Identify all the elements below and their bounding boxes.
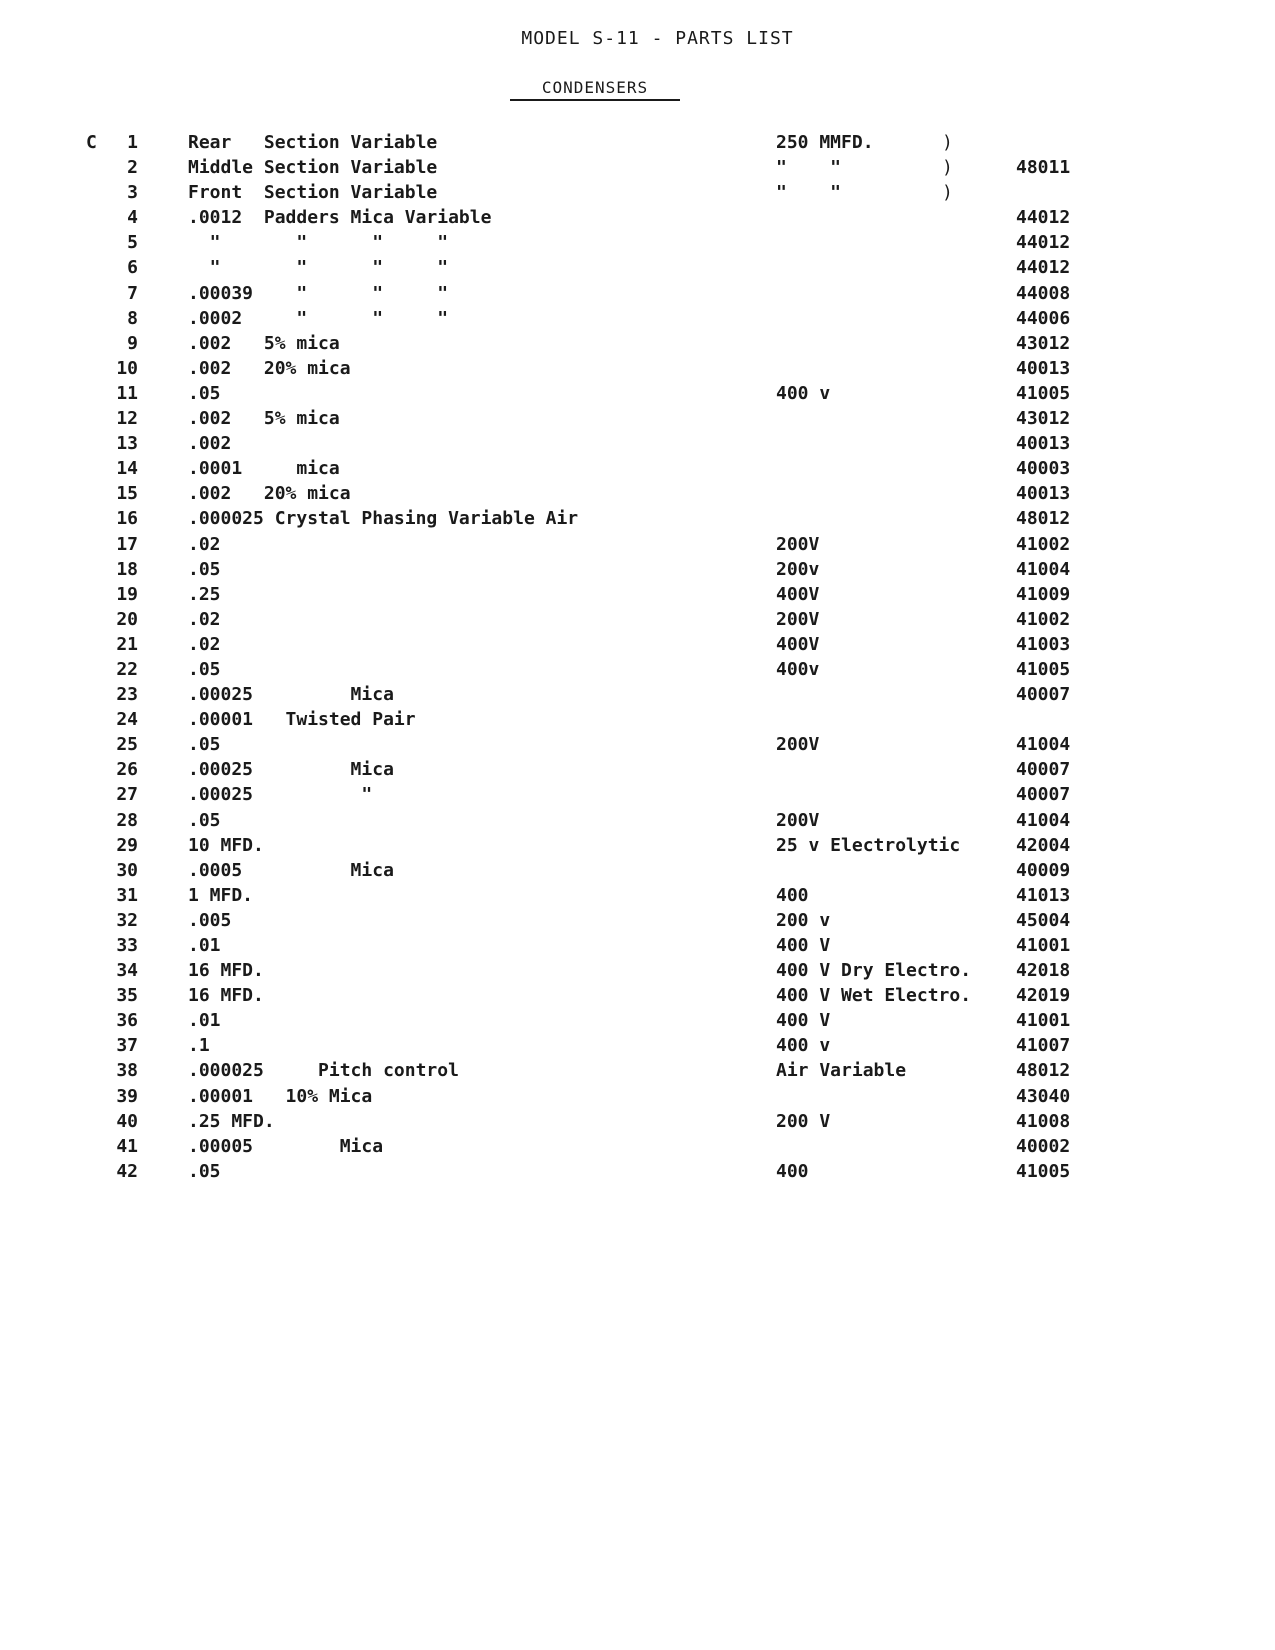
item-description: 10 MFD. bbox=[188, 834, 264, 856]
item-description: .00025 Mica bbox=[188, 759, 394, 781]
item-number: 11 bbox=[116, 382, 138, 404]
item-rating: 200 V bbox=[776, 1110, 831, 1132]
part-number: 41001 bbox=[1016, 1010, 1071, 1032]
item-rating: 200V bbox=[776, 809, 820, 831]
part-number: 41004 bbox=[1016, 809, 1071, 831]
item-number: 17 bbox=[116, 533, 138, 555]
item-number: 6 bbox=[127, 257, 138, 279]
item-number: 40 bbox=[116, 1110, 138, 1132]
table-row bbox=[0, 155, 1275, 180]
table-row bbox=[0, 481, 1275, 506]
table-row bbox=[0, 180, 1275, 205]
item-rating: 400 bbox=[776, 1160, 809, 1182]
part-number: 41009 bbox=[1016, 583, 1071, 605]
item-description: " " " " bbox=[188, 232, 449, 254]
item-number: 30 bbox=[116, 859, 138, 881]
item-description: .00001 10% Mica bbox=[188, 1085, 373, 1107]
item-description: .0012 Padders Mica Variable bbox=[188, 207, 492, 229]
part-number: 41005 bbox=[1016, 658, 1071, 680]
item-description: .002 5% mica bbox=[188, 408, 340, 430]
item-rating: 200V bbox=[776, 608, 820, 630]
item-description: .002 20% mica bbox=[188, 483, 351, 505]
table-row bbox=[0, 632, 1275, 657]
item-description: .002 5% mica bbox=[188, 332, 340, 354]
part-number: 42004 bbox=[1016, 834, 1071, 856]
grouping-bracket: ) bbox=[942, 132, 953, 153]
table-row bbox=[0, 682, 1275, 707]
part-number: 44006 bbox=[1016, 307, 1071, 329]
part-number: 48012 bbox=[1016, 508, 1071, 530]
parts-table bbox=[0, 130, 1275, 1184]
grouping-bracket: ) bbox=[942, 157, 953, 179]
item-description: .0002 " " " bbox=[188, 307, 449, 329]
item-number: 36 bbox=[116, 1010, 138, 1032]
page-title: MODEL S-11 - PARTS LIST bbox=[521, 28, 794, 49]
part-number: 41001 bbox=[1016, 935, 1071, 956]
grouping-bracket: ) bbox=[942, 182, 953, 204]
table-row bbox=[0, 782, 1275, 807]
part-number: 41008 bbox=[1016, 1110, 1071, 1132]
table-row bbox=[0, 958, 1275, 983]
item-description: .000025 Pitch control bbox=[188, 1060, 459, 1082]
item-number: 38 bbox=[116, 1060, 138, 1082]
table-row bbox=[0, 1084, 1275, 1109]
item-description: Middle Section Variable bbox=[188, 157, 438, 179]
item-number: 16 bbox=[116, 508, 138, 530]
table-row bbox=[0, 582, 1275, 607]
part-number: 40007 bbox=[1016, 759, 1071, 781]
item-rating: 400 bbox=[776, 884, 809, 906]
designator-prefix: C bbox=[86, 132, 97, 153]
part-number: 41004 bbox=[1016, 734, 1071, 756]
table-row bbox=[0, 757, 1275, 782]
item-rating: 200V bbox=[776, 734, 820, 756]
part-number: 40013 bbox=[1016, 433, 1071, 455]
item-number: 25 bbox=[116, 734, 138, 756]
item-rating: 400v bbox=[776, 658, 820, 680]
part-number: 43012 bbox=[1016, 332, 1071, 354]
part-number: 42018 bbox=[1016, 960, 1071, 982]
item-number: 9 bbox=[127, 332, 138, 354]
part-number: 44012 bbox=[1016, 232, 1071, 254]
table-row bbox=[0, 431, 1275, 456]
item-description: .05 bbox=[188, 809, 221, 831]
item-number: 29 bbox=[116, 834, 138, 856]
item-number: 15 bbox=[116, 483, 138, 505]
part-number: 45004 bbox=[1016, 909, 1071, 931]
part-number: 41007 bbox=[1016, 1035, 1071, 1057]
part-number: 41004 bbox=[1016, 558, 1071, 580]
table-row bbox=[0, 1008, 1275, 1033]
item-description: .1 bbox=[188, 1035, 210, 1057]
item-number: 27 bbox=[116, 784, 138, 806]
part-number: 41005 bbox=[1016, 1160, 1071, 1182]
table-row bbox=[0, 833, 1275, 858]
part-number: 48012 bbox=[1016, 1060, 1071, 1082]
item-description: .25 bbox=[188, 583, 221, 605]
table-row bbox=[0, 707, 1275, 732]
part-number: 41002 bbox=[1016, 533, 1071, 555]
table-row bbox=[0, 532, 1275, 557]
item-description: .00025 " bbox=[188, 784, 373, 806]
item-description: Front Section Variable bbox=[188, 182, 438, 204]
table-row bbox=[0, 983, 1275, 1008]
item-number: 8 bbox=[127, 307, 138, 329]
item-number: 5 bbox=[127, 232, 138, 254]
table-row bbox=[0, 230, 1275, 255]
item-number: 1 bbox=[127, 132, 138, 153]
section-heading: CONDENSERS bbox=[510, 78, 680, 101]
part-number: 40003 bbox=[1016, 458, 1071, 480]
item-rating: Air Variable bbox=[776, 1060, 907, 1082]
table-row bbox=[0, 883, 1275, 908]
part-number: 41005 bbox=[1016, 382, 1071, 404]
table-row bbox=[0, 607, 1275, 632]
item-rating: 200v bbox=[776, 558, 820, 580]
item-description: " " " " bbox=[188, 257, 449, 279]
item-description: .00001 Twisted Pair bbox=[188, 709, 416, 731]
item-description: .02 bbox=[188, 608, 221, 630]
item-number: 3 bbox=[127, 182, 138, 204]
item-number: 14 bbox=[116, 458, 138, 480]
part-number: 40013 bbox=[1016, 357, 1071, 379]
item-number: 2 bbox=[127, 157, 138, 179]
item-description: .01 bbox=[188, 935, 221, 956]
item-description: .25 MFD. bbox=[188, 1110, 275, 1132]
item-description: 1 MFD. bbox=[188, 884, 254, 906]
table-row bbox=[0, 456, 1275, 481]
item-description: .05 bbox=[188, 734, 221, 756]
part-number: 41002 bbox=[1016, 608, 1071, 630]
item-number: 18 bbox=[116, 558, 138, 580]
item-description: .00039 " " " bbox=[188, 282, 449, 304]
item-number: 22 bbox=[116, 658, 138, 680]
table-row bbox=[0, 808, 1275, 833]
table-row bbox=[0, 255, 1275, 280]
part-number: 48011 bbox=[1016, 157, 1071, 179]
item-rating: 25 v Electrolytic bbox=[776, 834, 961, 856]
part-number: 40009 bbox=[1016, 859, 1071, 881]
item-number: 10 bbox=[116, 357, 138, 379]
item-rating: 400V bbox=[776, 633, 820, 655]
item-rating: 400 v bbox=[776, 382, 831, 404]
item-description: .0005 Mica bbox=[188, 859, 394, 881]
item-number: 20 bbox=[116, 608, 138, 630]
part-number: 43040 bbox=[1016, 1085, 1071, 1107]
item-number: 13 bbox=[116, 433, 138, 455]
item-description: .002 20% mica bbox=[188, 357, 351, 379]
part-number: 40007 bbox=[1016, 784, 1071, 806]
table-row bbox=[0, 281, 1275, 306]
item-number: 34 bbox=[116, 960, 138, 982]
item-description: .005 bbox=[188, 909, 232, 931]
item-description: .05 bbox=[188, 1160, 221, 1182]
item-description: 16 MFD. bbox=[188, 985, 264, 1007]
item-rating: " " bbox=[776, 157, 842, 179]
table-row bbox=[0, 381, 1275, 406]
item-description: .01 bbox=[188, 1010, 221, 1032]
item-rating: 400 V Dry Electro. bbox=[776, 960, 972, 982]
part-number: 40002 bbox=[1016, 1135, 1071, 1157]
table-row bbox=[0, 732, 1275, 757]
item-number: 41 bbox=[116, 1135, 138, 1157]
part-number: 44012 bbox=[1016, 257, 1071, 279]
item-number: 24 bbox=[116, 709, 138, 731]
item-number: 42 bbox=[116, 1160, 138, 1182]
part-number: 44012 bbox=[1016, 207, 1071, 229]
table-row bbox=[0, 1033, 1275, 1058]
table-row bbox=[0, 356, 1275, 381]
item-number: 33 bbox=[116, 935, 138, 956]
table-row bbox=[0, 858, 1275, 883]
table-row bbox=[0, 130, 1275, 155]
item-number: 39 bbox=[116, 1085, 138, 1107]
item-number: 31 bbox=[116, 884, 138, 906]
item-description: .002 bbox=[188, 433, 232, 455]
item-number: 21 bbox=[116, 633, 138, 655]
table-row bbox=[0, 331, 1275, 356]
table-row bbox=[0, 205, 1275, 230]
item-description: .00025 Mica bbox=[188, 684, 394, 706]
part-number: 40013 bbox=[1016, 483, 1071, 505]
item-description: .02 bbox=[188, 533, 221, 555]
item-description: .0001 mica bbox=[188, 458, 340, 480]
item-description: .05 bbox=[188, 658, 221, 680]
table-row bbox=[0, 1159, 1275, 1184]
item-description: 16 MFD. bbox=[188, 960, 264, 982]
table-row bbox=[0, 557, 1275, 582]
item-number: 12 bbox=[116, 408, 138, 430]
table-row bbox=[0, 1134, 1275, 1159]
item-rating: " " bbox=[776, 182, 842, 204]
item-number: 23 bbox=[116, 684, 138, 706]
part-number: 41003 bbox=[1016, 633, 1071, 655]
part-number: 44008 bbox=[1016, 282, 1071, 304]
table-row bbox=[0, 908, 1275, 933]
item-number: 4 bbox=[127, 207, 138, 229]
part-number: 41013 bbox=[1016, 884, 1071, 906]
table-row bbox=[0, 406, 1275, 431]
table-row bbox=[0, 1109, 1275, 1134]
part-number: 42019 bbox=[1016, 985, 1071, 1007]
item-number: 28 bbox=[116, 809, 138, 831]
item-number: 7 bbox=[127, 282, 138, 304]
part-number: 40007 bbox=[1016, 684, 1071, 706]
item-rating: 400 V Wet Electro. bbox=[776, 985, 972, 1007]
item-number: 19 bbox=[116, 583, 138, 605]
item-rating: 250 MMFD. bbox=[776, 132, 874, 153]
item-description: .00005 Mica bbox=[188, 1135, 384, 1157]
item-rating: 200 v bbox=[776, 909, 831, 931]
table-row bbox=[0, 657, 1275, 682]
table-row bbox=[0, 1058, 1275, 1083]
part-number: 43012 bbox=[1016, 408, 1071, 430]
item-rating: 400V bbox=[776, 583, 820, 605]
table-row bbox=[0, 506, 1275, 531]
item-number: 32 bbox=[116, 909, 138, 931]
table-row bbox=[0, 306, 1275, 331]
item-description: .05 bbox=[188, 558, 221, 580]
item-number: 26 bbox=[116, 759, 138, 781]
table-row bbox=[0, 933, 1275, 958]
item-rating: 200V bbox=[776, 533, 820, 555]
item-description: .02 bbox=[188, 633, 221, 655]
item-description: .05 bbox=[188, 382, 221, 404]
item-description: .000025 Crystal Phasing Variable Air bbox=[188, 508, 579, 530]
item-number: 35 bbox=[116, 985, 138, 1007]
item-description: Rear Section Variable bbox=[188, 132, 438, 153]
item-rating: 400 V bbox=[776, 935, 831, 956]
item-rating: 400 v bbox=[776, 1035, 831, 1057]
item-rating: 400 V bbox=[776, 1010, 831, 1032]
item-number: 37 bbox=[116, 1035, 138, 1057]
